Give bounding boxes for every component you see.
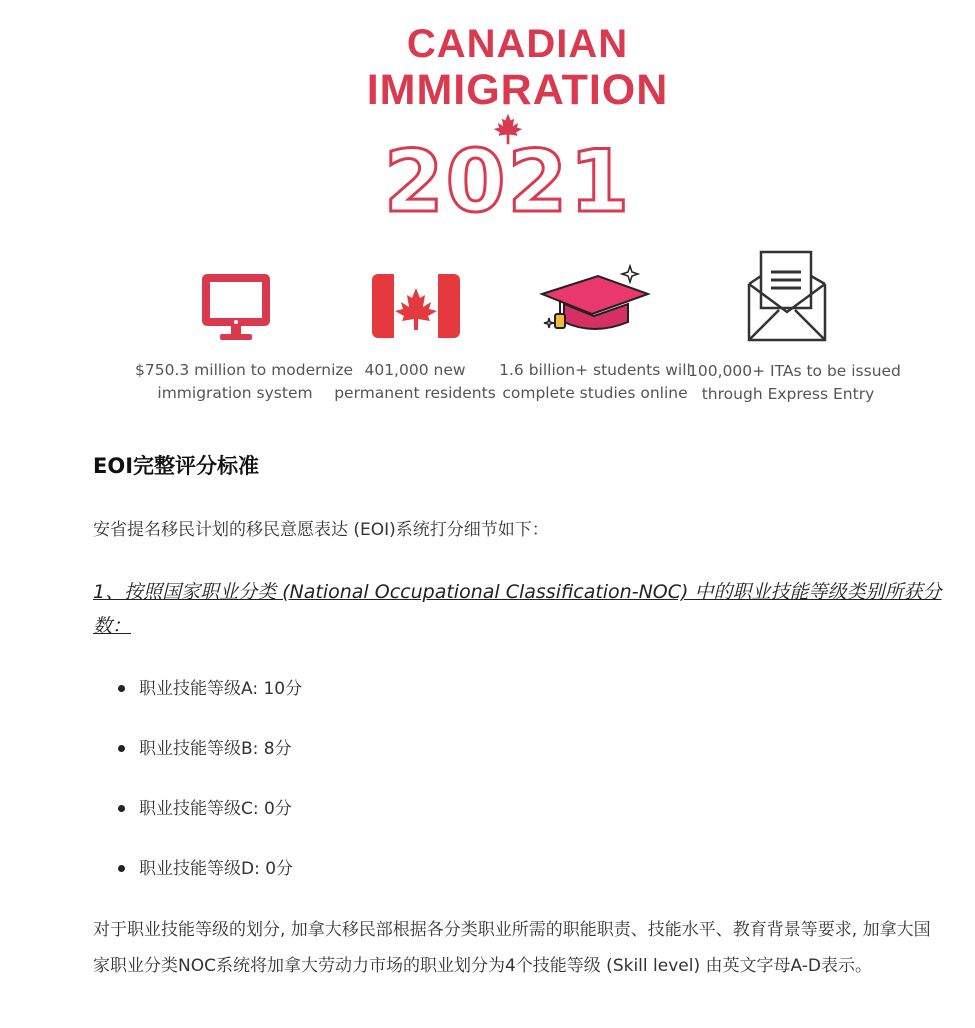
caption-students — [495, 359, 695, 405]
caption-line: immigration system — [157, 384, 313, 402]
list-item-text: 职业技能等级D: 0分 — [139, 859, 294, 879]
section-heading: 1、按照国家职业分类 (National Occupational Classification-NOC) 中的职业技能等级类别所获分数： — [93, 581, 942, 637]
bullet-icon — [118, 745, 125, 752]
caption-residents — [315, 359, 515, 405]
caption-modernize — [135, 359, 354, 405]
caption-line: 100,000+ ITAs to be issued — [688, 362, 901, 380]
caption-line: 401,000 new — [364, 361, 466, 379]
caption-line: permanent residents — [334, 384, 496, 402]
list-item — [93, 670, 302, 730]
skill-level-list — [93, 670, 302, 910]
list-item-text: 职业技能等级C: 0分 — [139, 799, 292, 819]
caption-line: through Express Entry — [701, 385, 875, 403]
list-item — [93, 850, 302, 910]
list-item-text: 职业技能等级B: 8分 — [139, 739, 292, 759]
list-item-text: 职业技能等级A: 10分 — [139, 679, 303, 699]
canada-flag-icon — [372, 274, 460, 338]
hero-title-line1: CANADIAN — [406, 22, 629, 66]
graduation-cap-icon — [536, 264, 652, 336]
monitor-icon — [200, 272, 272, 342]
bullet-icon — [118, 865, 125, 872]
article-paragraph: 对于职业技能等级的划分, 加拿大移民部根据各分类职业所需的职能职责、技能水平、教育背景等要求, 加拿大国家职业分类NOC系统将加拿大劳动力市场的职业划分为4个技能等级 (Skill level) 由英文字母A-D表示。 — [93, 920, 931, 976]
list-item — [93, 730, 302, 790]
hero-title-line2: IMMIGRATION — [366, 66, 669, 114]
list-item — [93, 790, 302, 850]
bullet-icon — [118, 685, 125, 692]
hero-infographic — [0, 0, 975, 420]
caption-line: $750.3 million to modernize — [135, 361, 354, 379]
article-intro: 安省提名移民计划的移民意愿表达 (EOI)系统打分细节如下： — [93, 520, 549, 540]
bullet-icon — [118, 805, 125, 812]
caption-line: 1.6 billion+ students will — [499, 361, 691, 379]
envelope-icon — [747, 250, 827, 342]
hero-year: 2021 — [383, 132, 632, 232]
caption-line: complete studies online — [502, 384, 688, 402]
caption-itas — [688, 360, 901, 406]
article-heading: EOI完整评分标准 — [93, 454, 260, 478]
